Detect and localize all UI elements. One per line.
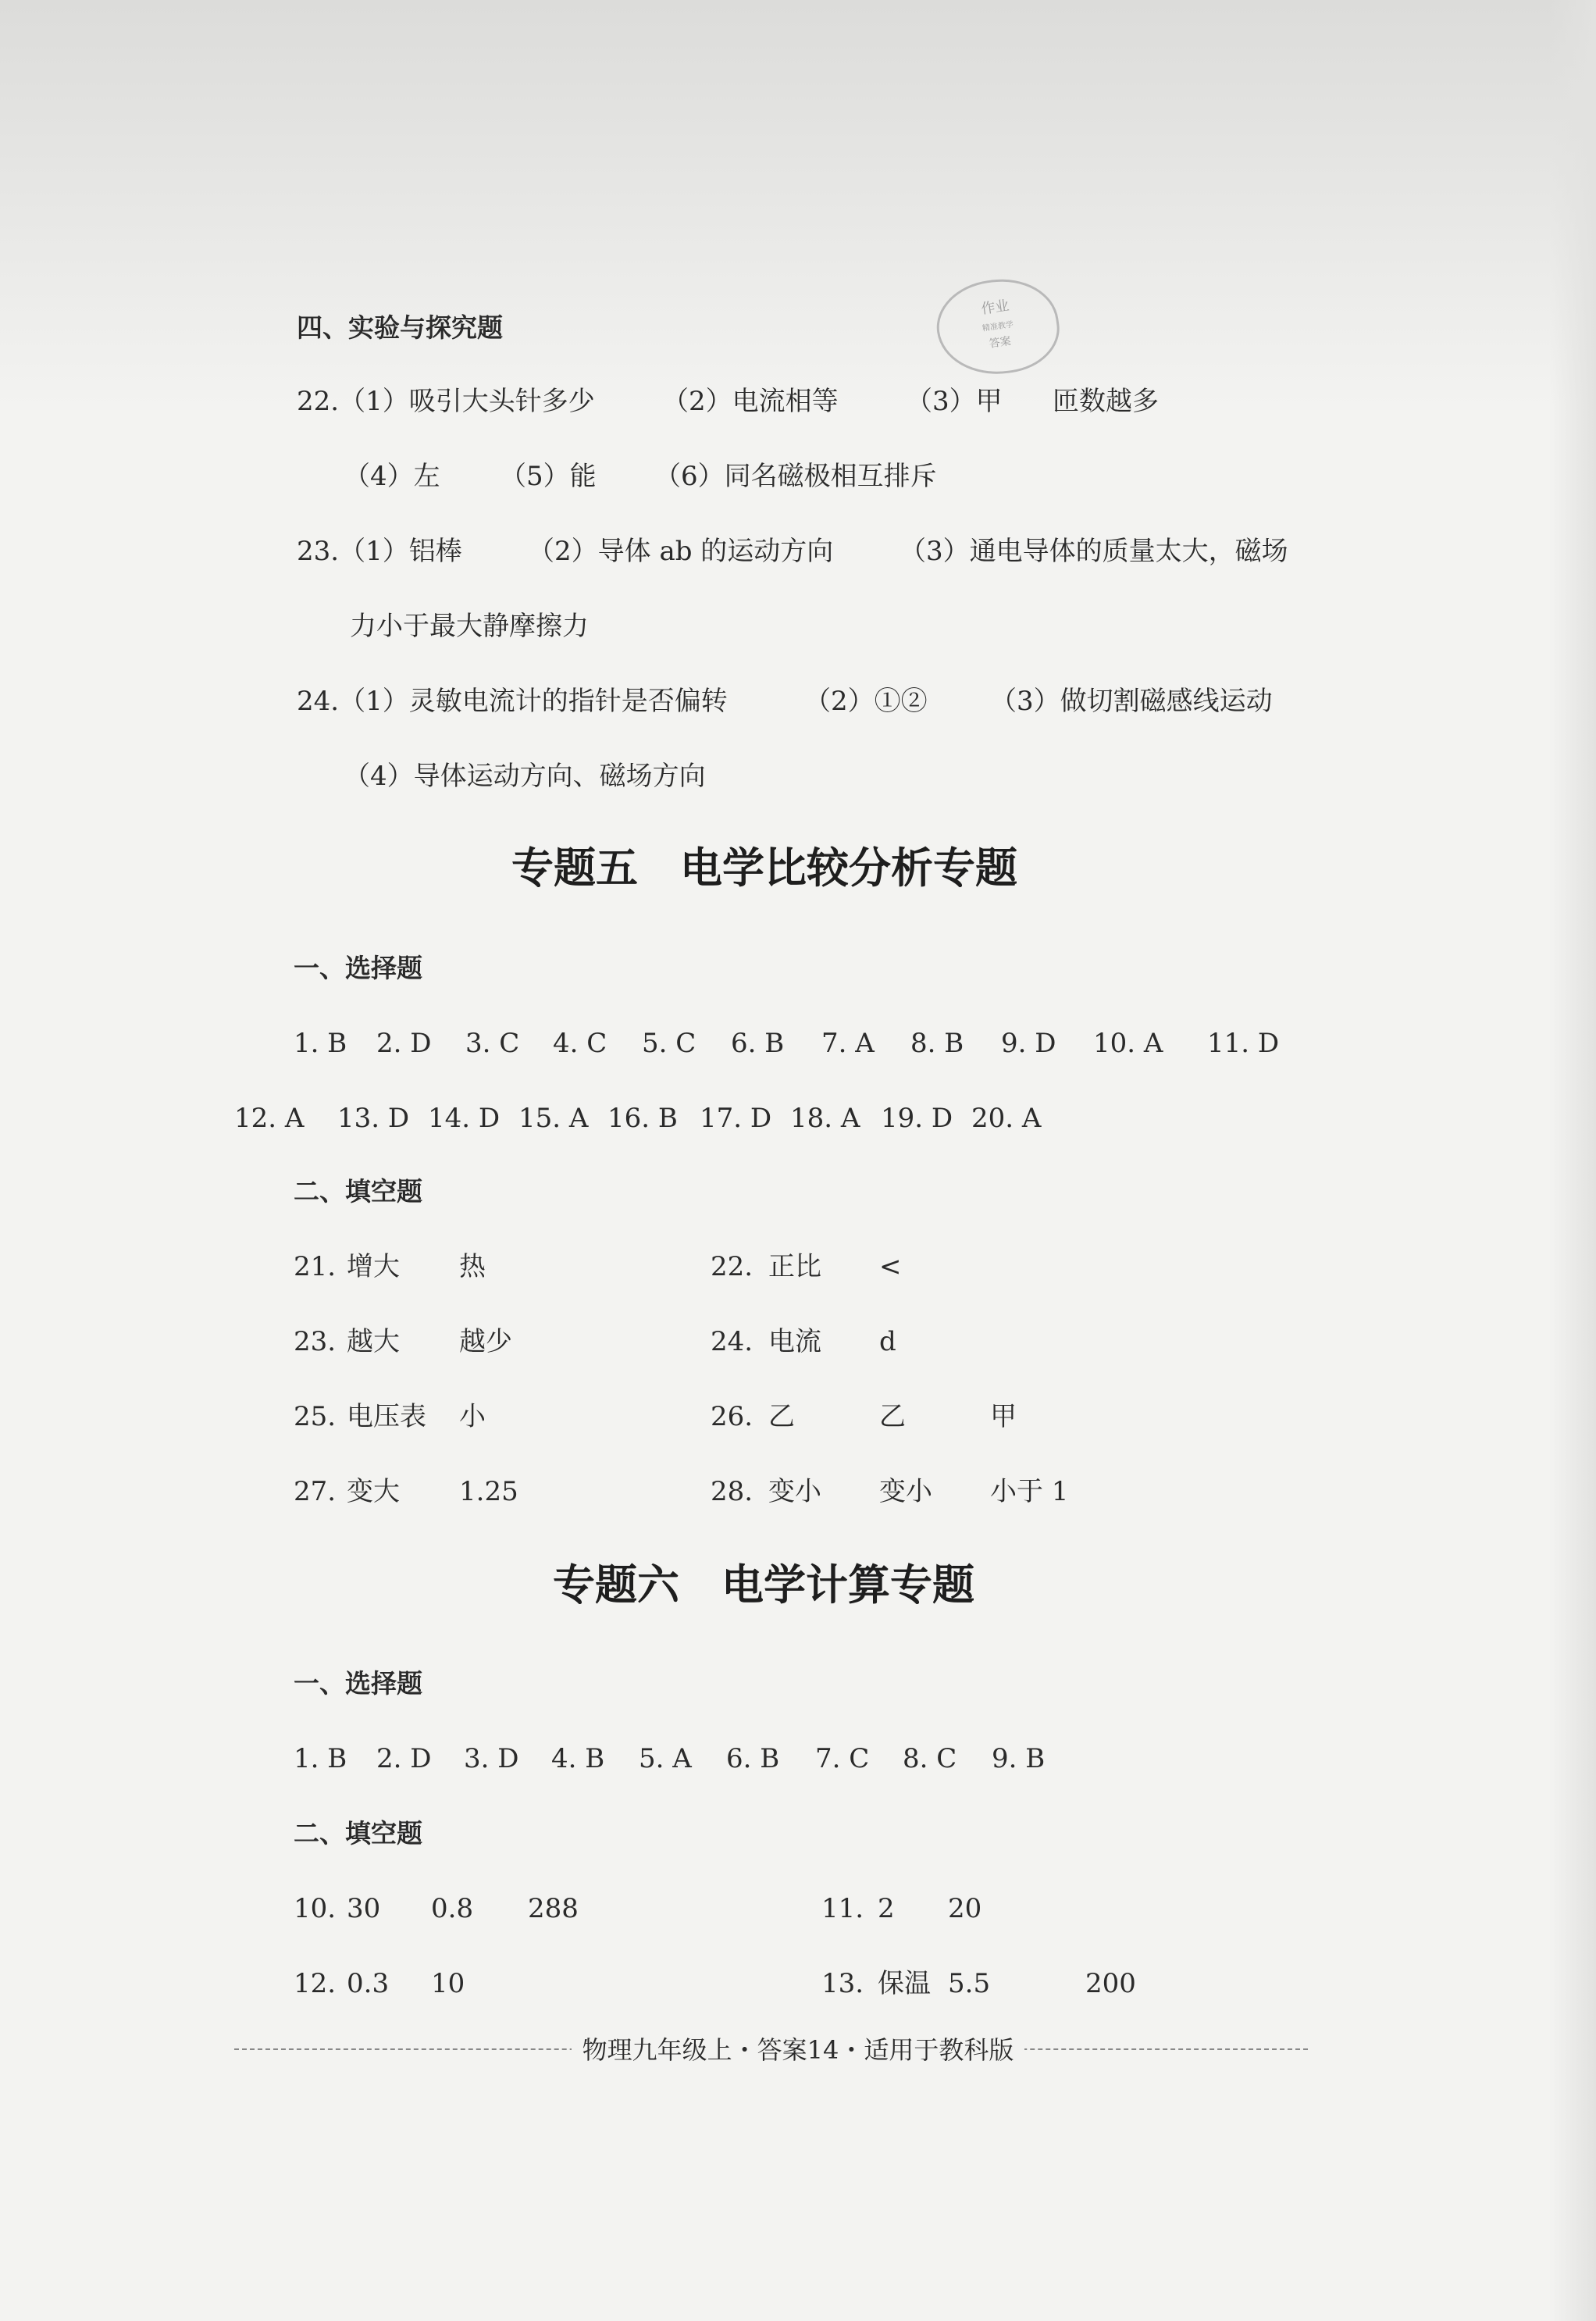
choice-answer: 16. B [607,1103,678,1134]
fill-question-number: 21. [294,1251,337,1282]
choice-answer: 20. A [971,1103,1042,1134]
answer-24-part2: （2）①② [804,686,928,717]
answer-24-part1: 24.（1）灵敏电流计的指针是否偏转 [297,686,728,717]
scan-shadow-right [1549,0,1596,2321]
answer-24-part4: （4）导体运动方向、磁场方向 [344,761,706,792]
fill-question-number: 23. [294,1326,337,1357]
choice-answer: 6. B [731,1028,785,1059]
fill-question-number: 13. [821,1968,864,1999]
fill-answer: 1.25 [459,1476,518,1507]
fill-answer: 288 [528,1893,579,1924]
fill-question-number: 12. [294,1968,337,1999]
choice-answer: 2. D [376,1028,432,1059]
choice-answer: 1. B [294,1743,347,1774]
choice-answer: 2. D [376,1743,432,1774]
answer-23-part3: （3）通电导体的质量太大，磁场 [900,536,1288,567]
choice-answer: 8. B [910,1028,964,1059]
fill-question-number: 11. [821,1893,864,1924]
answer-24-part3: （3）做切割磁感线运动 [990,686,1273,717]
answer-22-part2: （2）电流相等 [662,386,839,417]
fill-answer: < [879,1251,902,1282]
fill-question-number: 25. [294,1401,337,1432]
choice-answer: 14. D [428,1103,501,1134]
fill-answer: 5.5 [948,1968,991,1999]
choice-answer: 19. D [881,1103,953,1134]
topic5-fill-heading: 二、填空题 [294,1176,422,1207]
fill-answer: 小 [459,1401,486,1432]
stamp-bottom-text: 答案 [988,334,1012,351]
topic6-title: 专题六 电学计算专题 [553,1560,974,1610]
fill-answer: 热 [459,1251,486,1282]
topic5-choice-heading: 一、选择题 [294,953,422,983]
fill-question-number: 28. [711,1476,753,1507]
answer-22-part3: （3）甲 [906,386,1003,417]
fill-answer: 越大 [347,1326,400,1357]
fill-answer: 甲 [990,1401,1017,1432]
answer-23-part1: 23.（1）铝棒 [297,536,462,567]
fill-answer: 保温 [878,1968,931,1999]
choice-answer: 3. C [465,1028,520,1059]
fill-question-number: 10. [294,1893,337,1924]
fill-answer: 0.8 [431,1893,474,1924]
choice-answer: 3. D [464,1743,519,1774]
answer-23-part2: （2）导体 ab 的运动方向 [528,536,834,567]
answer-22-part6: （6）同名磁极相互排斥 [654,461,937,492]
fill-answer: 2 [878,1893,895,1924]
topic6-choice-heading: 一、选择题 [294,1668,422,1699]
fill-answer: 乙 [768,1401,795,1432]
fill-answer: 电流 [768,1326,821,1357]
choice-answer: 5. C [642,1028,696,1059]
stamp-middle-text: 精准教学 [981,320,1014,333]
answer-22-part4: （4）左 [344,461,440,492]
footer-text: 物理九年级上・答案14・适用于教科版 [572,2035,1025,2065]
fill-question-number: 24. [711,1326,753,1357]
topic5-title: 专题五 电学比较分析专题 [511,843,1017,893]
section-heading-experiment: 四、实验与探究题 [297,312,503,343]
choice-answer: 6. B [726,1743,780,1774]
choice-answer: 7. A [821,1028,875,1059]
stamp-top-text: 作业 [980,297,1010,318]
answer-22-part3b: 匝数越多 [1053,386,1159,417]
choice-answer: 17. D [700,1103,772,1134]
fill-question-number: 27. [294,1476,337,1507]
choice-answer: 15. A [518,1103,589,1134]
fill-answer: 变小 [879,1476,932,1507]
fill-answer: 0.3 [347,1968,390,1999]
fill-answer: 小于 1 [990,1476,1069,1507]
choice-answer: 4. C [553,1028,607,1059]
fill-answer: 乙 [879,1401,906,1432]
answer-22-part1: 22.（1）吸引大头针多少 [297,386,595,417]
choice-answer: 11. D [1207,1028,1280,1059]
fill-answer: 20 [948,1893,982,1924]
scan-shadow-top [0,0,1596,406]
fill-question-number: 22. [711,1251,753,1282]
choice-answer: 8. C [903,1743,957,1774]
choice-answer: 1. B [294,1028,347,1059]
choice-answer: 9. B [992,1743,1046,1774]
fill-answer: 越少 [459,1326,512,1357]
fill-answer: 30 [347,1893,381,1924]
choice-answer: 7. C [815,1743,870,1774]
choice-answer: 5. A [639,1743,692,1774]
choice-answer: 12. A [234,1103,305,1134]
choice-answer: 9. D [1001,1028,1056,1059]
fill-answer: d [879,1326,896,1357]
fill-answer: 增大 [347,1251,400,1282]
fill-question-number: 26. [711,1401,753,1432]
choice-answer: 13. D [337,1103,410,1134]
choice-answer: 10. A [1093,1028,1163,1059]
choice-answer: 18. A [790,1103,860,1134]
fill-answer: 200 [1085,1968,1136,1999]
fill-answer: 正比 [768,1251,821,1282]
fill-answer: 变小 [768,1476,821,1507]
fill-answer: 变大 [347,1476,400,1507]
topic6-fill-heading: 二、填空题 [294,1818,422,1849]
page-footer [0,2030,1596,2066]
answer-22-part5: （5）能 [500,461,597,492]
choice-answer: 4. B [551,1743,605,1774]
answer-23-part3-cont: 力小于最大静摩擦力 [350,611,589,642]
fill-answer: 10 [431,1968,465,1999]
fill-answer: 电压表 [347,1401,426,1432]
